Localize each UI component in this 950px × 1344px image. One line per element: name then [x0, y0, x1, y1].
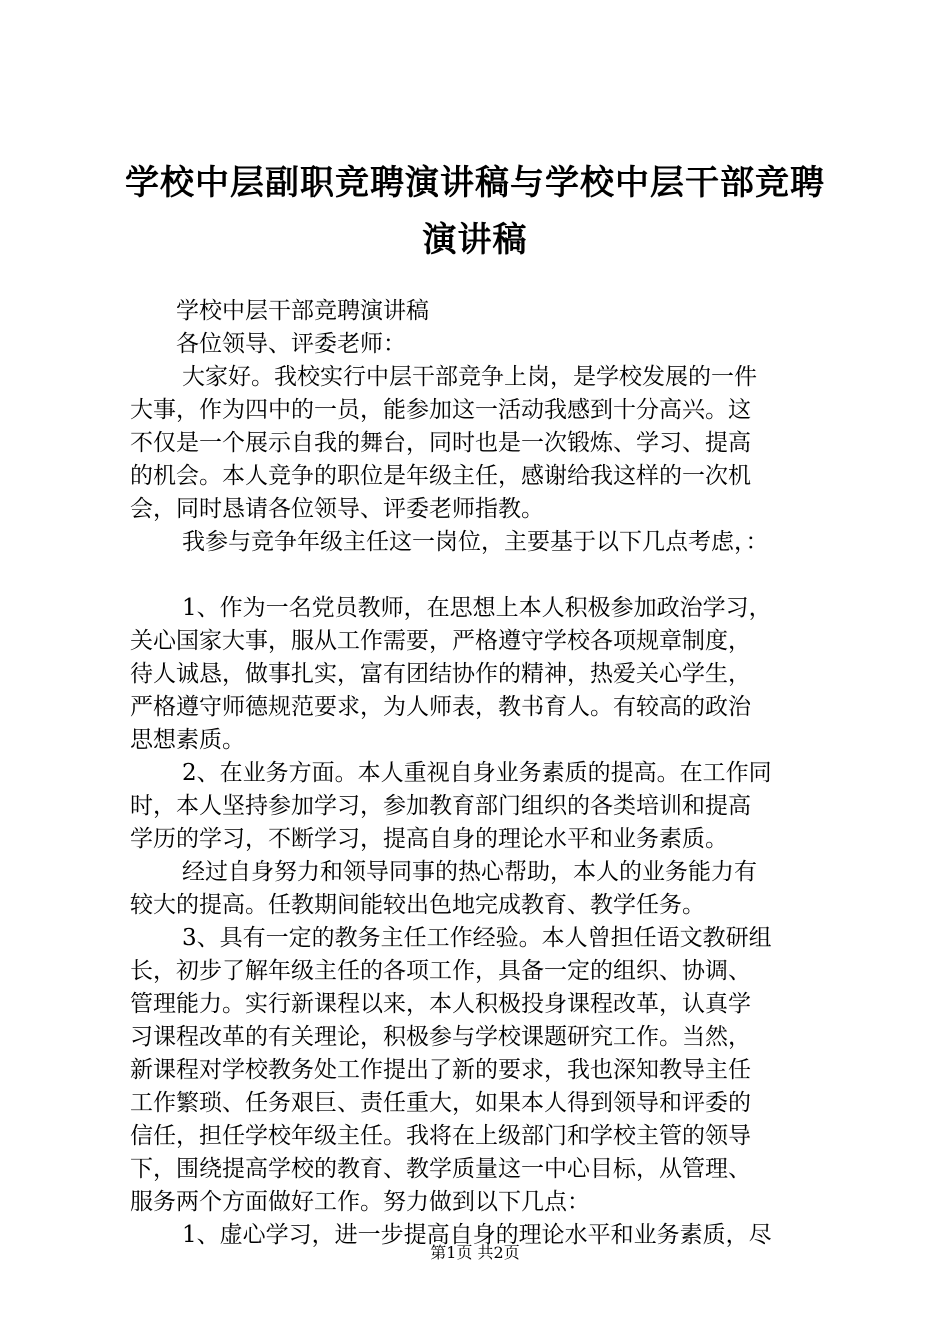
paragraph-line: 工作繁琐、任务艰巨、责任重大，如果本人得到领导和评委的	[130, 1090, 751, 1116]
paragraph-line: 服务两个方面做好工作。努力做到以下几点：	[130, 1189, 590, 1215]
paragraph-line: 1、虚心学习，进一步提高自身的理论水平和业务素质，尽	[182, 1222, 772, 1248]
paragraph-line: 我参与竞争年级主任这一岗位，主要基于以下几点考虑，：	[182, 529, 769, 555]
paragraph-line: 下，围绕提高学校的教育、教学质量这一中心目标，从管理、	[130, 1156, 751, 1182]
paragraph-line: 较大的提高。任教期间能较出色地完成教育、教学任务。	[130, 892, 705, 918]
paragraph-line: 长，初步了解年级主任的各项工作，具备一定的组织、协调、	[130, 958, 751, 984]
paragraph-line: 2、在业务方面。本人重视自身业务素质的提高。在工作同	[182, 760, 772, 786]
paragraph-line: 管理能力。实行新课程以来，本人积极投身课程改革，认真学	[130, 991, 751, 1017]
paragraph-line: 信任，担任学校年级主任。我将在上级部门和学校主管的领导	[130, 1123, 751, 1149]
paragraph-line: 1、作为一名党员教师，在思想上本人积极参加政治学习，	[182, 595, 772, 621]
paragraph-line: 大家好。我校实行中层干部竞争上岗，是学校发展的一件	[182, 364, 757, 390]
blank-line	[130, 559, 830, 592]
paragraph-line: 3、具有一定的教务主任工作经验。本人曾担任语文教研组	[182, 925, 772, 951]
paragraph-line: 大事，作为四中的一员，能参加这一活动我感到十分高兴。这	[130, 397, 751, 423]
paragraph-line: 学历的学习，不断学习，提高自身的理论水平和业务素质。	[130, 826, 728, 852]
paragraph-line: 思想素质。	[130, 727, 245, 753]
page-footer: 第1页 共2页	[430, 1243, 520, 1262]
paragraph-line: 的机会。本人竞争的职位是年级主任，感谢给我这样的一次机	[130, 463, 751, 489]
paragraph-line: 关心国家大事，服从工作需要，严格遵守学校各项规章制度，	[130, 628, 751, 654]
document-title-line-2: 演讲稿	[422, 220, 528, 260]
paragraph-line: 会，同时恳请各位领导、评委老师指教。	[130, 496, 544, 522]
paragraph-line: 学校中层干部竞聘演讲稿	[176, 298, 429, 324]
document-title-line-1: 学校中层副职竞聘演讲稿与学校中层干部竞聘	[125, 163, 825, 203]
paragraph-line: 各位领导、评委老师：	[176, 331, 406, 357]
paragraph-line: 习课程改革的有关理论，积极参与学校课题研究工作。当然，	[130, 1024, 751, 1050]
paragraph-line: 时，本人坚持参加学习，参加教育部门组织的各类培训和提高	[130, 793, 751, 819]
document-body	[130, 295, 830, 1252]
paragraph-line: 新课程对学校教务处工作提出了新的要求，我也深知教导主任	[130, 1057, 751, 1083]
paragraph-line: 不仅是一个展示自我的舞台，同时也是一次锻炼、学习、提高	[130, 430, 751, 456]
paragraph-line: 严格遵守师德规范要求，为人师表，教书育人。有较高的政治	[130, 694, 751, 720]
paragraph-line: 经过自身努力和领导同事的热心帮助，本人的业务能力有	[182, 859, 757, 885]
paragraph-line: 待人诚恳，做事扎实，富有团结协作的精神，热爱关心学生，	[130, 661, 751, 687]
